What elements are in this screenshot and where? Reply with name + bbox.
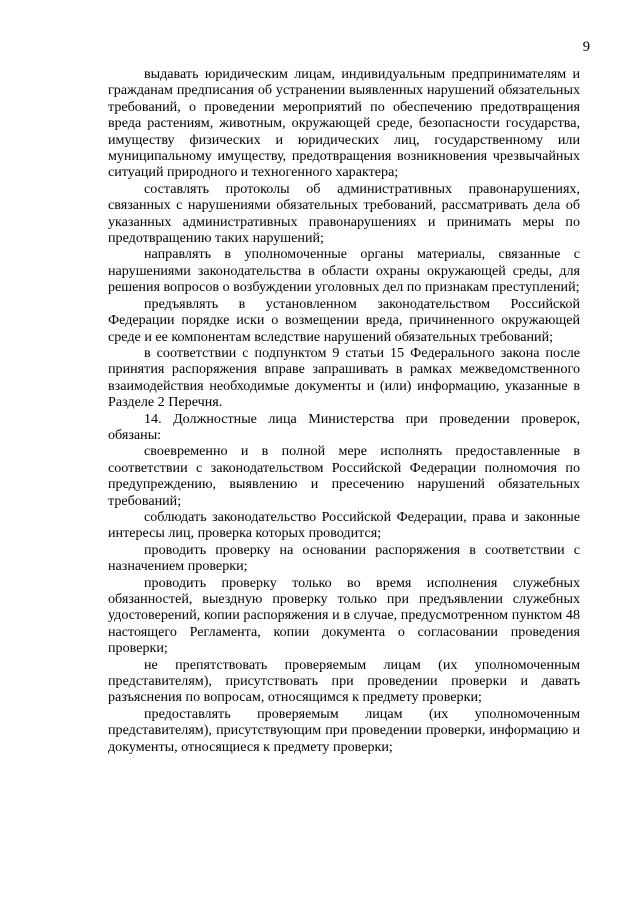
paragraph-draw-up-protocols: составлять протоколы об административных правонарушениях, связанных с нарушениями обязательных требований, рассматривать дела об указанных административных правонарушениях и принимать меры по предотвращению таких нарушений; <box>108 180 580 247</box>
paragraph-exercise-powers: своевременно и в полной мере исполнять предоставленные в соответствии с законодательством Российской Федерации полномочия по предупреждению, выявлению и пресечению нарушений обязательных требований; <box>108 443 580 509</box>
paragraph-provide-information: предоставлять проверяемым лицам (их уполномоченным представителям), присутствующим при проведении проверки, информацию и документы, относящиеся к предмету проверки; <box>108 705 580 755</box>
document-body <box>108 66 580 755</box>
page-number: 9 <box>582 39 590 55</box>
paragraph-do-not-obstruct: не препятствовать проверяемым лицам (их уполномоченным представителям), присутствовать при проведении проверки и давать разъяснения по вопросам, относящимся к предмету проверки; <box>108 656 580 706</box>
paragraph-issue-orders: выдавать юридическим лицам, индивидуальным предпринимателям и гражданам предписания об устранении выявленных нарушений обязательных требований, о проведении мероприятий по обеспечению предотвращения вреда растениям, животным, окружающей среде, безопасности государства, имуществу физических и юридических лиц, государственному или муниципальному имуществу, предотвращения возникновения чрезвычайных ситуаций природного и техногенного характера; <box>108 66 580 181</box>
paragraph-request-documents: в соответствии с подпунктом 9 статьи 15 Федерального закона после принятия распоряжения вправе запрашивать в рамках межведомственного взаимодействия необходимые документы и (или) информацию, указанные в Разделе 2 Перечня. <box>108 344 580 411</box>
paragraph-send-materials: направлять в уполномоченные органы материалы, связанные с нарушениями законодательства в области охраны окружающей среды, для решения вопросов о возбуждении уголовных дел по признакам преступлений; <box>108 246 580 296</box>
paragraph-inspect-per-order: проводить проверку на основании распоряжения в соответствии с назначением проверки; <box>108 541 580 575</box>
paragraph-section-14-heading: 14. Должностные лица Министерства при проведении проверок, обязаны: <box>108 410 580 443</box>
paragraph-observe-legislation: соблюдать законодательство Российской Федерации, права и законные интересы лиц, проверка которых проводится; <box>108 508 580 542</box>
paragraph-file-claims: предъявлять в установленном законодательством Российской Федерации порядке иски о возмещении вреда, причиненного окружающей среде и ее компонентам вследствие нарушений обязательных требований; <box>108 295 580 345</box>
paragraph-inspect-during-duties: проводить проверку только во время исполнения служебных обязанностей, выездную проверку только при предъявлении служебных удостоверений, копии распоряжения и в случае, предусмотренном пунктом 48 настоящего Регламента, копии документа о согласовании проведения проверки; <box>108 574 580 657</box>
